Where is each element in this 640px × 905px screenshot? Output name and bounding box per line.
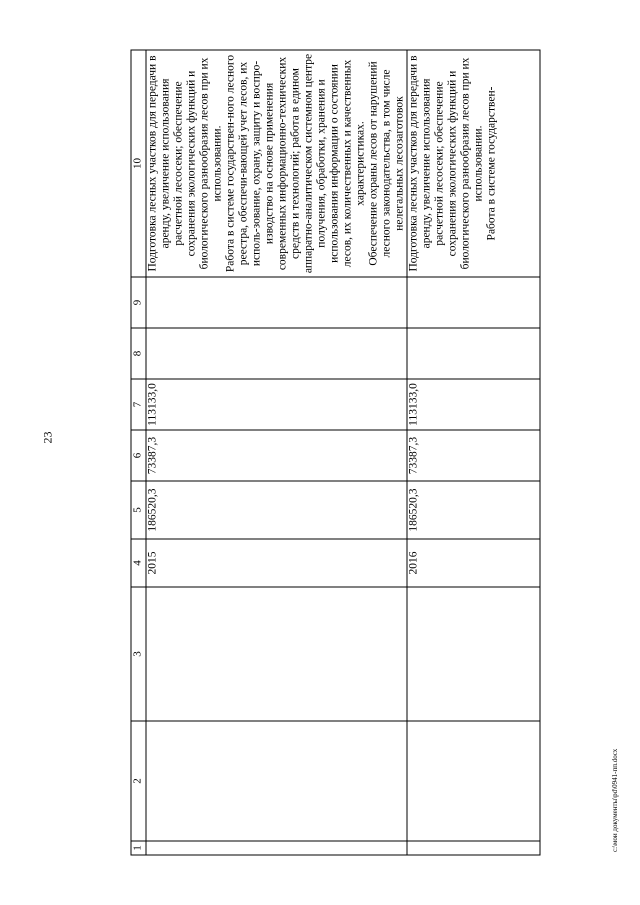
text-paragraph: Подготовка лесных участков для передачи в аренду, увеличение использования расчетной лесосеки; обеспечение сохранения экологических функций и биологического разнообразия лесов при их использовании.	[407, 54, 484, 272]
text-paragraph: Обеспечение охраны лесов от нарушений лесного законодательства, в том числе нелегальных лесозаготовок	[367, 60, 405, 266]
header-cell-7: 7	[131, 379, 146, 430]
cell-col5: 186520,3	[407, 481, 540, 539]
cell-col8	[407, 328, 540, 379]
header-cell-8: 8	[131, 328, 146, 379]
rotated-table-wrapper	[130, 50, 510, 855]
header-cell-2: 2	[131, 721, 146, 841]
cell-col7: 113133,0	[407, 379, 540, 430]
header-cell-3: 3	[131, 587, 146, 721]
cell-year: 2015	[146, 539, 407, 587]
table-row	[407, 50, 540, 855]
cell-col7: 113133,0	[146, 379, 407, 430]
header-row	[131, 50, 146, 855]
cell-col9	[146, 277, 407, 328]
cell-col6: 73387,3	[407, 430, 540, 481]
footer-file-path: c:\мои документы\pd\0941-пп.docx	[611, 748, 619, 852]
cell-col1	[407, 841, 540, 855]
cell-col3	[146, 587, 407, 721]
header-cell-1: 1	[131, 841, 146, 855]
header-cell-6: 6	[131, 430, 146, 481]
header-cell-10: 10	[131, 50, 146, 277]
page-number: 23	[40, 431, 55, 444]
header-cell-4: 4	[131, 539, 146, 587]
text-paragraph: Работа в системе государствен-	[485, 86, 497, 240]
cell-measures-text	[146, 50, 407, 277]
header-cell-5: 5	[131, 481, 146, 539]
cell-col3	[407, 587, 540, 721]
cell-year: 2016	[407, 539, 540, 587]
cell-col8	[146, 328, 407, 379]
cell-col5: 186520,3	[146, 481, 407, 539]
cell-col2	[407, 721, 540, 841]
cell-measures-text	[407, 50, 540, 277]
header-cell-9: 9	[131, 277, 146, 328]
cell-col6: 73387,3	[146, 430, 407, 481]
cell-col2	[146, 721, 407, 841]
cell-col1	[146, 841, 407, 855]
table-row	[146, 50, 407, 855]
cell-col9	[407, 277, 540, 328]
program-table	[130, 49, 540, 855]
text-paragraph: Подготовка лесных участков для передачи в аренду, увеличение использования расчетной лесосеки; обеспечение сохранения экологических функций и биологического разнообразия лесов при их использовании.	[146, 54, 223, 272]
text-paragraph: Работа в системе государствен-ного лесного реестра, обеспечи-вающей учет лесов, их исполь-зование, охрану, защиту и воспро-изводство на основе применения современных информационно-технических средств и технологий; работа в едином аппаратно-аналитическом системном центре получения, обработки, хранения и использования информации о состоянии лесов, их количественных и качественных характеристиках.	[224, 53, 366, 273]
